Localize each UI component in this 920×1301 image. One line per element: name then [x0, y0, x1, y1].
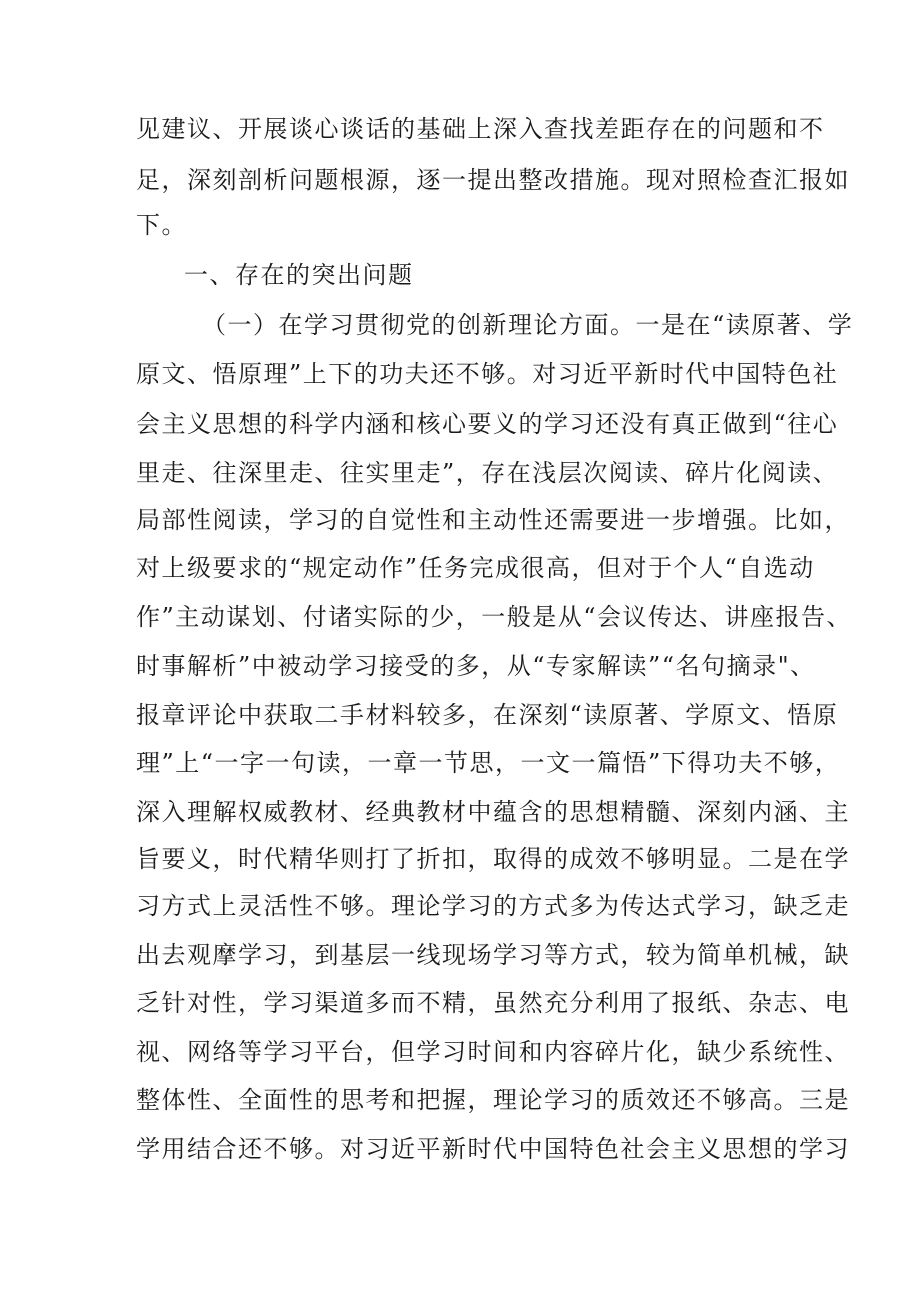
- paragraph-line: 见建议、开展谈心谈话的基础上深入查找差距存在的问题和不: [136, 115, 825, 143]
- subsection-heading-line: （一）在学习贯彻党的创新理论方面。一是在“读原著、学: [202, 311, 854, 339]
- paragraph-line: 习方式上灵活性不够。理论学习的方式多为传达式学习，缺乏走: [136, 892, 850, 920]
- paragraph-line: 视、网络等学习平台，但学习时间和内容碎片化，缺少系统性、: [136, 1038, 850, 1066]
- section-heading: 一、存在的突出问题: [184, 261, 414, 289]
- paragraph-line: 学用结合还不够。对习近平新时代中国特色社会主义思想的学习: [136, 1135, 850, 1163]
- paragraph-line: 原文、悟原理”上下的功夫还不够。对习近平新时代中国特色社: [136, 360, 839, 388]
- paragraph-line: 作”主动谋划、付诸实际的少，一般是从“会议传达、讲座报告、: [136, 603, 853, 631]
- paragraph-line: 会主义思想的科学内涵和核心要义的学习还没有真正做到“往心: [136, 410, 839, 438]
- paragraph-line: 对上级要求的“规定动作”任务完成很高，但对于个人“自选动: [136, 554, 815, 582]
- paragraph-line: 乏针对性，学习渠道多而不精，虽然充分利用了报纸、杂志、电: [136, 989, 850, 1017]
- paragraph-line: 时事解析”中被动学习接受的多，从“专家解读”“名句摘录"、: [136, 652, 816, 680]
- paragraph-line: 报章评论中获取二手材料较多，在深刻“读原著、学原文、悟原: [136, 701, 839, 729]
- paragraph-line: 局部性阅读，学习的自觉性和主动性还需要进一步增强。比如，: [136, 506, 850, 534]
- paragraph-line: 里走、往深里走、往实里走”，存在浅层次阅读、碎片化阅读、: [136, 459, 839, 487]
- paragraph-line: 理”上“一字一句读，一章一节思，一文一篇悟”下得功夫不够，: [136, 749, 841, 777]
- paragraph-line: 出去观摩学习，到基层一线现场学习等方式，较为简单机械，缺: [136, 941, 850, 969]
- paragraph-line: 旨要义，时代精华则打了折扣，取得的成效不够明显。二是在学: [136, 845, 850, 873]
- paragraph-line: 下。: [136, 211, 187, 239]
- paragraph-line: 深入理解权威教材、经典教材中蕴含的思想精髓、深刻内涵、主: [136, 798, 850, 826]
- paragraph-line: 足，深刻剖析问题根源，逐一提出整改措施。现对照检查汇报如: [136, 166, 850, 194]
- paragraph-line: 整体性、全面性的思考和把握，理论学习的质效还不够高。三是: [136, 1086, 850, 1114]
